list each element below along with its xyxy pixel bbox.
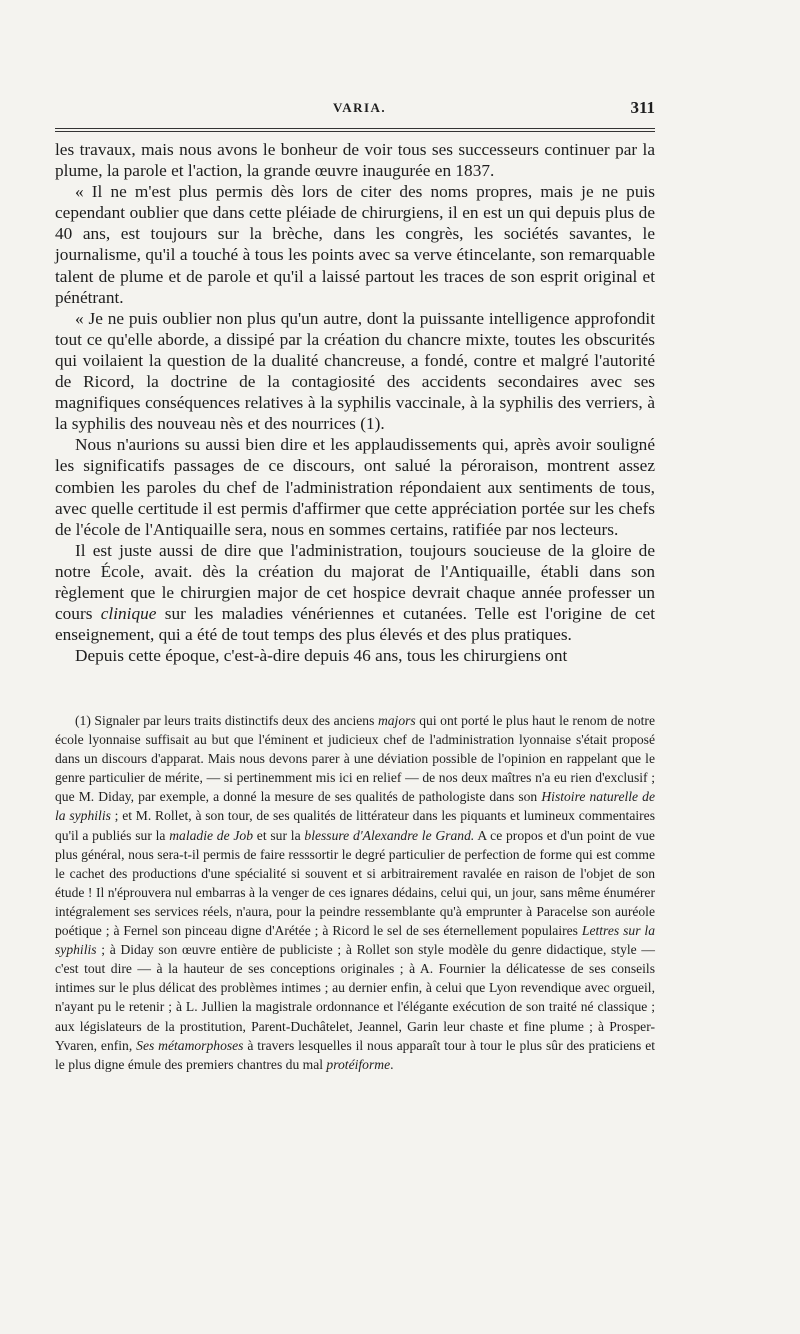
paragraph: Nous n'aurions su aussi bien dire et les applaudissements qui, après avoir souligné les significatifs passages de ce discours, ont salué la péroraison, montrent assez combien les paroles du chef de l'administration répondaient aux sentiments de tous, avec quelle certitude il est permis d'affirmer que cette appréciation portée sur les chefs de l'école de l'Antiquaille sera, nous en sommes certains, ratifiée par nos lecteurs. xyxy=(55,435,655,539)
page-header xyxy=(55,98,655,120)
italic-run: Histoire naturelle de la syphilis xyxy=(55,789,655,824)
italic-run: clinique xyxy=(100,604,157,624)
text-run: ; et M. Rollet, à son tour, de ses qualités de littérateur dans les piquants et lumineux commentaires qu'il a publiés sur la xyxy=(55,808,655,843)
footnote-text xyxy=(55,711,655,1074)
text-run: Il est juste aussi de dire que l'administration, toujours soucieuse de la gloire de notre École, avait. dès la création du majorat de l'Antiquaille, établi dans son règlement que le chirurgien major de cet hospice devrait chaque année professer un cours xyxy=(55,540,655,624)
text-run: . xyxy=(390,1056,394,1072)
text-run: A ce propos et d'un point de vue plus général, nous sera-t-il permis de faire resssortir le degré particulier de perfection de forme qui est comme le cachet des productions d'une spécialité si souvent et si arbitrairement ravalée en raison de l'objet de son étude ! Il n'éprouvera nul embarras à la venger de ces ignares dédains, celui qui, un jour, sans même énumérer intégralement ses services réels, n'aura, pour la peindre ressemblante qu'à emprunter à Paracelse son auréole poétique ; à Fernel son pinceau digne d'Arétée ; à Ricord le sel de ses éternellement populaires xyxy=(55,827,655,939)
paragraph: Depuis cette époque, c'est-à-dire depuis 46 ans, tous les chirurgiens ont xyxy=(75,646,568,666)
paragraph: « Il ne m'est plus permis dès lors de citer des noms propres, mais je ne puis cependant oublier que dans cette pléiade de chirurgiens, il en est un qui depuis plus de 40 ans, est toujours sur la brèche, dans les congrès, les sociétés savantes, le journalisme, qu'il a touché à tous les points avec sa verve étincelante, son remarquable talent de plume et de parole et qu'il a laissé partout les traces de son esprit original et pénétrant. xyxy=(55,182,655,307)
italic-run: majors xyxy=(377,713,416,728)
running-title: VARIA. xyxy=(333,100,387,115)
text-run: à travers lesquelles il nous apparaît tour à tour le plus sûr des praticiens et le plus digne émule des premiers chantres du mal xyxy=(55,1037,656,1072)
text-run: sur les maladies vénériennes et cutanées. Telle est l'origine de cet enseignement, qui a été de tout temps des plus élevés et des plus pratiques. xyxy=(55,604,655,645)
page-number: 311 xyxy=(630,98,655,117)
header-rule-bottom xyxy=(55,131,655,132)
paragraph: « Je ne puis oublier non plus qu'un autre, dont la puissante intelligence approfondit tout ce qu'elle aborde, a dissipé par la création du chancre mixte, toutes les obscurités qui voilaient la question de la dualité chancreuse, a fondé, contre et malgré l'autorité de Ricord, la doctrine de la contagiosité des accidents secondaires avec ses magnifiques conséquences relatives à la syphilis vaccinale, à la syphilis des verriers, à la syphilis des nouveau nès et des nourrices (1). xyxy=(55,308,655,434)
paragraph xyxy=(55,540,655,645)
italic-run: blessure d'Alexandre le Grand. xyxy=(304,827,475,843)
main-text xyxy=(55,139,655,666)
text-run: qui ont porté le plus haut le renom de notre école lyonnaise suffisait au but que l'éminent et judicieux chef de l'administration lyonnaise s'était proposé dans un discours d'apparat. Mais nous devons parer à une déviation possible de l'opinion en rappelant que le genre particulier de mérite, — si pertinemment mis ici en relief — de nos deux maîtres n'a eu rien d'exclusif ; que M. Diday, par exemple, a donné la mesure de ses qualités de pathologiste dans son xyxy=(55,713,655,805)
footnote xyxy=(55,711,655,1074)
italic-run: protéiforme xyxy=(326,1056,391,1072)
text-run: (1) Signaler par leurs traits distinctifs deux des anciens xyxy=(75,713,378,728)
text-run: et sur la xyxy=(253,827,305,843)
header-rule-top xyxy=(55,128,655,129)
italic-run: Ses métamorphoses xyxy=(136,1037,244,1053)
text-run: ; à Diday son œuvre entière de publiciste ; à Rollet son style modèle du genre didactique, style — c'est tout dire — à la hauteur de ses conceptions originales ; à A. Fournier la délicatesse de ses conseils intimes sur le plus délicat des problèmes intimes ; au dernier enfin, à celui que Lyon revendique avec orgueil, n'ayant pu le retenir ; à L. Jullien la magistrale ordonnance et l'élégante exécution de son traité né classique ; aux législateurs de la prostitution, Parent-Duchâtelet, Jeannel, Garin leur chaste et fine plume ; à Prosper-Yvaren, enfin, xyxy=(55,942,655,1053)
italic-run: Lettres sur la syphilis xyxy=(55,923,655,958)
italic-run: maladie de Job xyxy=(169,827,254,843)
paragraph: les travaux, mais nous avons le bonheur de voir tous ses successeurs continuer par la plume, la parole et l'action, la grande œuvre inaugurée en 1837. xyxy=(55,140,655,181)
